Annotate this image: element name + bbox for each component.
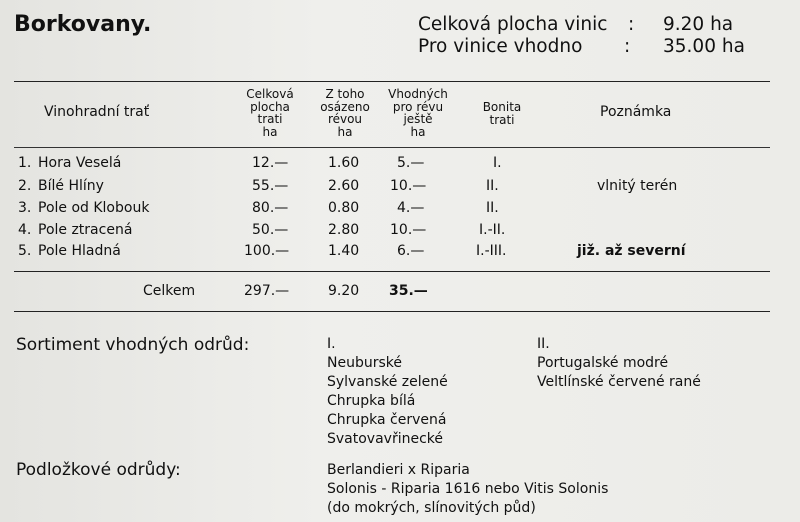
rootstock-list: [327, 461, 608, 518]
row-number: 5.: [18, 243, 32, 259]
row-number: 4.: [18, 222, 32, 238]
row-planted: 0.80: [328, 200, 360, 216]
row-bonita: I.-III.: [476, 243, 507, 259]
group-label: II.: [537, 336, 550, 352]
variety-item: Neuburské: [327, 355, 402, 371]
summary-block: [418, 14, 758, 58]
table-row: [0, 243, 800, 262]
row-bonita: I.-II.: [479, 222, 506, 238]
table-row: [0, 155, 800, 174]
row-suitable: 6.—: [397, 243, 425, 259]
col-header-vhodnych: [382, 88, 454, 138]
rootstock-label: Podložkové odrůdy:: [16, 460, 181, 480]
table-header-rule: [14, 147, 770, 148]
table-total-row: [0, 283, 800, 302]
table-row: [0, 200, 800, 219]
summary-label: Celková plocha vinic: [418, 14, 608, 35]
total-label: Celkem: [143, 283, 196, 299]
col-header-line: révou: [327, 112, 363, 126]
row-name: Pole Hladná: [38, 243, 121, 259]
row-name: Pole ztracená: [38, 222, 133, 238]
col-header-line: Celková: [246, 87, 294, 101]
row-suitable: 5.—: [397, 155, 425, 171]
col-header-line: osázeno: [320, 99, 370, 114]
col-header-line: Vhodných: [388, 87, 448, 101]
col-header-line: ha: [410, 124, 426, 139]
variety-item: Svatovavřinecké: [327, 431, 444, 447]
variety-item: Veltlínské červené rané: [537, 374, 701, 390]
col-header-line: trati: [257, 112, 283, 126]
sortiment-group-2: [537, 335, 701, 392]
col-header-poznamka: Poznámka: [600, 104, 672, 120]
row-planted: 1.40: [328, 243, 360, 259]
total-suitable: 35.—: [389, 283, 428, 299]
row-planted: 2.80: [328, 222, 360, 238]
row-total: 12.—: [252, 155, 289, 171]
variety-item: Sylvanské zelené: [327, 374, 448, 390]
col-header-line: Z toho: [325, 87, 365, 101]
col-header-line: Bonita: [482, 100, 522, 114]
table-top-rule: [14, 81, 770, 82]
row-note: vlnitý terén: [597, 178, 678, 194]
town-title: Borkovany.: [14, 12, 152, 37]
row-total: 50.—: [252, 222, 289, 238]
row-planted: 1.60: [328, 155, 360, 171]
row-name: Bílé Hlíny: [38, 178, 104, 194]
row-total: 55.—: [252, 178, 289, 194]
col-header-line: trati: [489, 112, 515, 127]
row-bonita: I.: [493, 155, 502, 171]
row-bonita: II.: [486, 178, 499, 194]
variety-item: Portugalské modré: [537, 355, 669, 371]
summary-colon: :: [624, 36, 631, 57]
row-suitable: 10.—: [390, 178, 427, 194]
row-bonita: II.: [486, 200, 499, 216]
rootstock-item: Solonis - Riparia 1616 nebo Vitis Solonis: [327, 481, 609, 497]
col-header-osazeno: [314, 88, 376, 138]
summary-label: Pro vinice vhodno: [418, 36, 583, 57]
total-planted: 9.20: [328, 283, 360, 299]
row-note: již. až severní: [577, 243, 686, 259]
row-number: 2.: [18, 178, 32, 194]
row-number: 1.: [18, 155, 32, 171]
col-header-line: ha: [262, 124, 278, 139]
table-total-rule: [14, 271, 770, 272]
variety-item: Chrupka bílá: [327, 393, 416, 409]
total-area: 297.—: [244, 283, 290, 299]
summary-value: 9.20 ha: [663, 14, 734, 35]
col-header-line: ha: [337, 124, 353, 139]
row-number: 3.: [18, 200, 32, 216]
table-row: [0, 178, 800, 197]
variety-item: Chrupka červená: [327, 412, 447, 428]
col-header-line: pro révu: [392, 99, 444, 114]
group-label: I.: [327, 336, 336, 352]
rootstock-item: Berlandieri x Riparia: [327, 462, 470, 478]
col-header-bonita: [472, 101, 532, 126]
rootstock-item: (do mokrých, slínovitých půd): [327, 500, 536, 516]
row-planted: 2.60: [328, 178, 360, 194]
sortiment-group-1: [327, 335, 448, 449]
summary-row-total: [418, 14, 758, 36]
summary-value: 35.00 ha: [663, 36, 745, 57]
table-row: [0, 222, 800, 241]
col-header-line: ještě: [403, 112, 433, 126]
row-name: Hora Veselá: [38, 155, 122, 171]
row-total: 80.—: [252, 200, 289, 216]
col-header-celkova: [240, 88, 300, 138]
col-header-trat: Vinohradní trať: [44, 104, 150, 120]
row-suitable: 10.—: [390, 222, 427, 238]
row-suitable: 4.—: [397, 200, 425, 216]
row-name: Pole od Klobouk: [38, 200, 150, 216]
table-bottom-rule: [14, 311, 770, 312]
summary-colon: :: [628, 14, 635, 35]
col-header-line: plocha: [250, 99, 290, 114]
row-total: 100.—: [244, 243, 290, 259]
sortiment-label: Sortiment vhodných odrůd:: [16, 335, 250, 355]
summary-row-suitable: [418, 36, 758, 58]
